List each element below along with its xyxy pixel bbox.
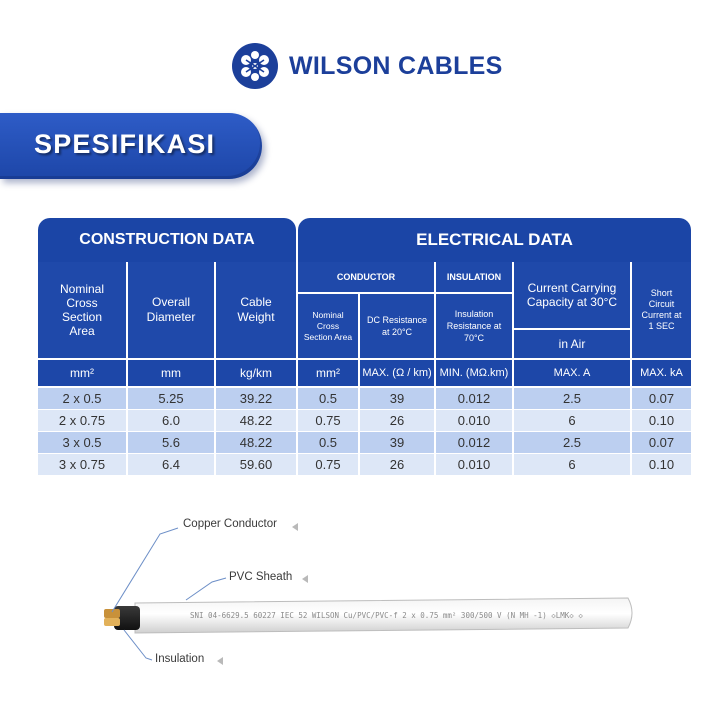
cell-nominal-small: 0.5 (298, 388, 358, 409)
cell-weight: 48.22 (216, 432, 296, 453)
col-overall-diameter: Overall Diameter (146, 295, 196, 324)
unit-insulation-resistance: MIN. (MΩ.km) (436, 360, 512, 386)
cable-illustration (0, 500, 726, 700)
col-current-capacity: Current Carrying Capacity at 30°C (526, 281, 618, 309)
electrical-data-header: ELECTRICAL DATA (298, 218, 691, 262)
cell-short-circuit: 0.07 (632, 432, 691, 453)
unit-dc-resistance: MAX. (Ω / km) (360, 360, 434, 386)
unit-nominal: mm² (38, 360, 126, 386)
unit-diameter: mm (128, 360, 214, 386)
cable-print-text: SNI 04-6629.5 60227 IEC 52 WILSON Cu/PVC/PVC-f 2 x 0.75 mm² 300/500 V (N MH -1) ◇LMK◇ ◇ (190, 611, 583, 620)
col-insulation-resistance: Insulation Resistance at 70°C (446, 309, 502, 343)
cell-short-circuit: 0.10 (632, 454, 691, 475)
construction-data-header: CONSTRUCTION DATA (38, 218, 296, 262)
cell-diameter: 6.4 (128, 454, 214, 475)
cell-short-circuit: 0.10 (632, 410, 691, 431)
wilson-logo-icon (231, 42, 279, 90)
brand-name: WILSON CABLES (289, 51, 503, 80)
cell-nominal: 2 x 0.75 (38, 410, 126, 431)
insulation-label: Insulation (155, 653, 205, 665)
pvc-sheath-label: PVC Sheath (229, 571, 293, 583)
unit-current: MAX. A (514, 360, 630, 386)
unit-weight: kg/km (216, 360, 296, 386)
cell-current: 6 (514, 410, 630, 431)
section-banner (0, 113, 262, 179)
cell-short-circuit: 0.07 (632, 388, 691, 409)
cell-dc-resistance: 39 (360, 388, 434, 409)
col-nominal-area: Nominal Cross Section Area (59, 282, 104, 338)
cell-weight: 48.22 (216, 410, 296, 431)
cell-nominal: 2 x 0.5 (38, 388, 126, 409)
unit-nominal-small: mm² (298, 360, 358, 386)
cell-nominal-small: 0.5 (298, 432, 358, 453)
cell-nominal: 3 x 0.5 (38, 432, 126, 453)
cell-diameter: 6.0 (128, 410, 214, 431)
cable-diagram (0, 500, 726, 700)
cell-dc-resistance: 26 (360, 410, 434, 431)
unit-short-circuit: MAX. kA (632, 360, 691, 386)
col-nominal-area-small: Nominal Cross Section Area (303, 309, 353, 342)
cell-nominal-small: 0.75 (298, 454, 358, 475)
cell-current: 6 (514, 454, 630, 475)
cell-weight: 59.60 (216, 454, 296, 475)
cell-dc-resistance: 26 (360, 454, 434, 475)
cell-diameter: 5.6 (128, 432, 214, 453)
col-group-conductor: CONDUCTOR (336, 272, 396, 282)
cell-nominal-small: 0.75 (298, 410, 358, 431)
cell-insulation-resistance: 0.010 (436, 454, 512, 475)
col-group-insulation: INSULATION (446, 272, 502, 282)
brand-logo (231, 42, 503, 90)
cell-insulation-resistance: 0.010 (436, 410, 512, 431)
spec-table (38, 218, 691, 476)
cell-dc-resistance: 39 (360, 432, 434, 453)
cell-current: 2.5 (514, 432, 630, 453)
copper-conductor-label: Copper Conductor (183, 518, 277, 530)
cell-current: 2.5 (514, 388, 630, 409)
cell-insulation-resistance: 0.012 (436, 432, 512, 453)
col-in-air: in Air (558, 337, 586, 351)
cell-weight: 39.22 (216, 388, 296, 409)
col-cable-weight: Cable Weight (237, 295, 275, 324)
cell-diameter: 5.25 (128, 388, 214, 409)
col-short-circuit: Short Circuit Current at 1 SEC (641, 288, 682, 331)
banner-title: SPESIFIKASI (34, 129, 216, 159)
cell-nominal: 3 x 0.75 (38, 454, 126, 475)
col-dc-resistance: DC Resistance at 20°C (366, 315, 428, 337)
cell-insulation-resistance: 0.012 (436, 388, 512, 409)
